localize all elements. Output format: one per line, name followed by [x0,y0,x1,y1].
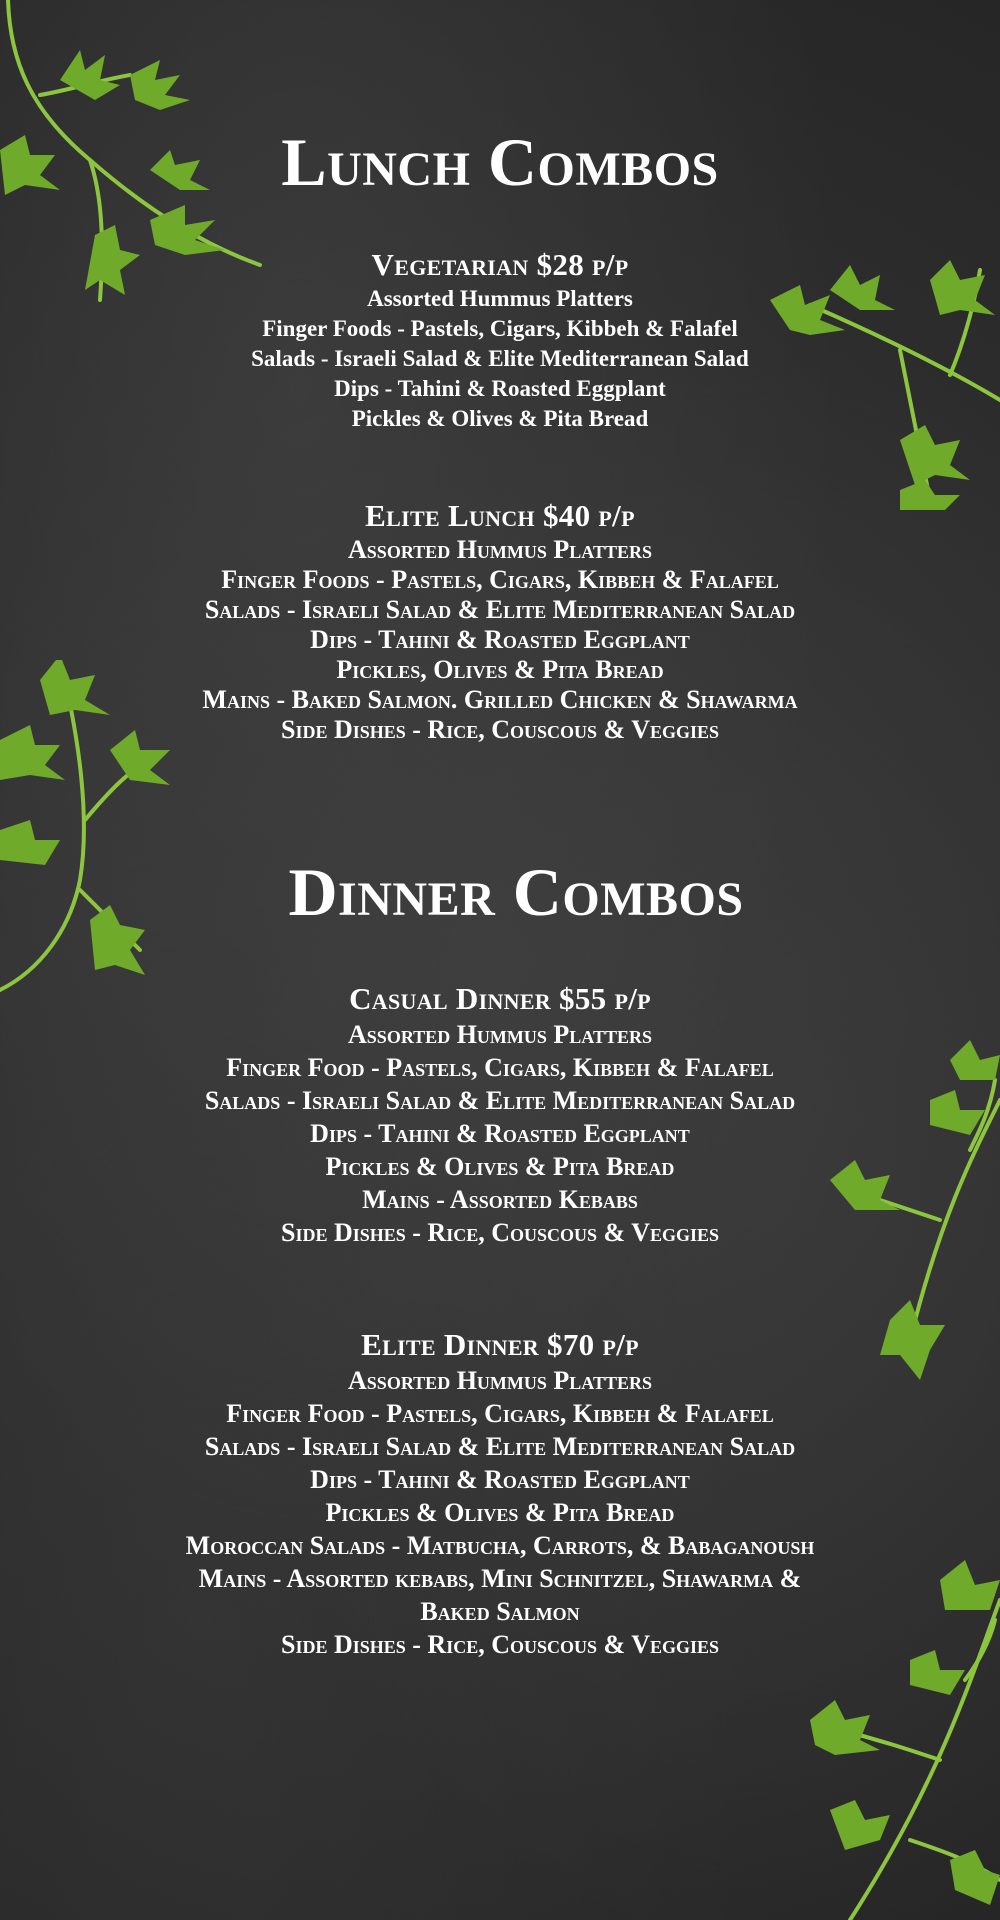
elite-lunch-combo [0,497,1000,745]
combo-heading: Casual Dinner $55 p/p [349,981,651,1016]
combo-item: Salads - Israeli Salad & Elite Mediterranean Salad [251,346,749,371]
combo-item: Salads - Israeli Salad & Elite Mediterranean Salad [204,1086,796,1115]
combo-item: Finger Foods - Pastels, Cigars, Kibbeh & Falafel [262,316,738,341]
combo-item: Finger Food - Pastels, Cigars, Kibbeh & Falafel [226,1053,774,1082]
combo-heading: Elite Lunch $40 p/p [365,498,635,533]
casual-dinner-combo [0,980,1000,1249]
combo-item: Side Dishes - Rice, Couscous & Veggies [280,1630,719,1659]
lunch-combos-title: Lunch Combos [281,124,719,200]
combo-item: Finger Food - Pastels, Cigars, Kibbeh & Falafel [226,1399,774,1428]
combo-item: Mains - Assorted Kebabs [362,1185,638,1214]
combo-item: Assorted Hummus Platters [348,535,652,564]
combo-item: Pickles & Olives & Pita Bread [325,1498,675,1527]
combo-item: Dips - Tahini & Roasted Eggplant [310,1465,690,1494]
combo-item: Mains - Assorted kebabs, Mini Schnitzel, Shawarma & [198,1564,802,1593]
combo-heading: Elite Dinner $70 p/p [361,1327,639,1362]
combo-heading: Vegetarian $28 p/p [371,247,629,282]
combo-item: Assorted Hummus Platters [348,1366,652,1395]
dinner-combos-title: Dinner Combos [288,854,744,930]
combo-item: Mains - Baked Salmon. Grilled Chicken & Shawarma [202,685,798,714]
combo-item: Side Dishes - Rice, Couscous & Veggies [280,715,719,744]
combo-item: Dips - Tahini & Roasted Eggplant [310,1119,690,1148]
combo-item: Salads - Israeli Salad & Elite Mediterranean Salad [204,595,796,624]
combo-item: Pickles, Olives & Pita Bread [336,655,664,684]
combo-item: Pickles & Olives & Pita Bread [325,1152,675,1181]
combo-item: Assorted Hummus Platters [367,286,633,311]
combo-item: Dips - Tahini & Roasted Eggplant [334,376,666,401]
combo-item: Pickles & Olives & Pita Bread [351,406,649,431]
combo-item: Moroccan Salads - Matbucha, Carrots, & Babaganoush [185,1531,815,1560]
combo-item: Baked Salmon [420,1597,580,1626]
elite-dinner-combo [0,1326,1000,1661]
combo-item: Dips - Tahini & Roasted Eggplant [310,625,690,654]
vegetarian-combo [0,246,1000,434]
combo-item: Side Dishes - Rice, Couscous & Veggies [280,1218,719,1247]
combo-item: Assorted Hummus Platters [348,1020,652,1049]
combo-item: Salads - Israeli Salad & Elite Mediterranean Salad [204,1432,796,1461]
combo-item: Finger Foods - Pastels, Cigars, Kibbeh & Falafel [221,565,779,594]
